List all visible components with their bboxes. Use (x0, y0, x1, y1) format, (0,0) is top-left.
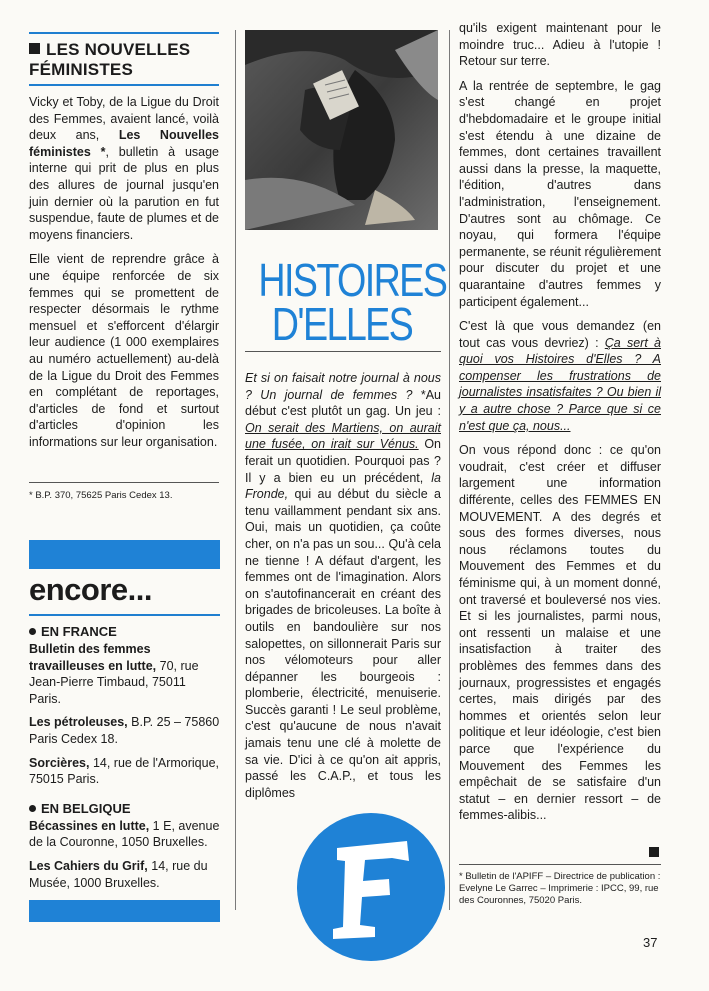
paragraph-1: A la rentrée de septembre, le gag s'est changé en projet d'hebdomadaire et le groupe initial s'est étendu à une dizaine de femmes, dont certaines travaillent aussi dans la presse, la maquette, l'édition, d'autres dans l'administration, l'enseignement. D'autres sont au chômage. Ce noyau, qui formera l'équipe permanente, se réunit régulièrement pour discuter du projet et une quarantaine d'autres femmes y participent également... (459, 78, 661, 309)
f-logo-emblem (297, 813, 445, 961)
listing-item: Bulletin des femmes travailleuses en lutte, 70, rue Jean-Pierre Timbaud, 75011 Paris. (29, 642, 199, 706)
heading-en-france: EN FRANCE (29, 623, 221, 640)
paragraph-1: Vicky et Toby, de la Ligue du Droit des Femmes, avaient lancé, voilà deux ans, Les Nouvelles féministes *, bulletin à usage interne qui prit de plus en plus des allures de journal jusqu'en juin dernier où la parution en fut suspendue, faute de plumes et de moyens financiers. (29, 95, 219, 242)
bullet-dot-icon (29, 805, 36, 812)
title-underline-rule (29, 84, 219, 86)
paragraph-3: On vous répond donc : ce qu'on voudrait, c'est créer et diffuser largement une information différente, celles des FEMMES EN MOUVEMENT. A des degrés et sous des formes diverses, nous nous réclamons toutes du Mouvement des Femmes et du féminisme qui, à un moment donné, ont traversé et bouleversé nos vies. Et si les journalistes, parmi nous, ont ressenti un malaise et une insatisfaction à traiter des problèmes des femmes dans des journaux, progressistes et engagés certes, mais dirigés par des hommes et orientés selon leur politique et leur idéologie, c'est bien parce que l'expérience du Mouvement des Femmes les empêchait de se satisfaire d'un statut – en dernier ressort – de femmes-alibis... (459, 443, 661, 823)
paragraph-0: qu'ils exigent maintenant pour le moindre truc... Adieu à l'utopie ! Retour sur terre. (459, 21, 661, 69)
footnote-rule-right (459, 864, 661, 865)
bullet-dot-icon (29, 628, 36, 635)
column-separator-right (449, 30, 450, 910)
heading-en-belgique: EN BELGIQUE (29, 800, 221, 817)
listing-item: Les Cahiers du Grif, 14, rue du Musée, 1000 Bruxelles. (29, 858, 208, 890)
listing-item: Sorcières, 14, rue de l'Armorique, 75015 Paris. (29, 755, 220, 787)
footnote-right: * Bulletin de l'APIFF – Directrice de publication : Evelyne Le Garrec – Imprimerie : IPCC, 99, rue des Couronnes, 75020 Paris. (459, 871, 661, 906)
paragraph-2: C'est là que vous demandez (en tout cas vous devriez) : Ça sert à quoi vos Histoires d'Elles ? A compenser les frustrations de journalistes insatisfaites ? Ou bien il y a autre chose ? Parce que si ce n'est que ça, nous... (459, 319, 661, 433)
encore-banner (29, 540, 220, 569)
photo-women-reading (245, 30, 438, 230)
page-number: 37 (643, 935, 658, 950)
encore-title: encore... (29, 572, 152, 607)
article-continuation (459, 20, 661, 832)
article-nouvelles-feministes (29, 94, 219, 458)
footnote-left: * B.P. 370, 75625 Paris Cedex 13. (29, 490, 173, 501)
footnote-rule (29, 482, 219, 483)
article-histoires-d-elles (245, 370, 441, 809)
square-bullet-icon (29, 43, 40, 54)
column-separator-left (235, 30, 236, 910)
section-title-nouvelles-feministes: LES NOUVELLES FÉMINISTES (29, 40, 191, 79)
end-of-article-square-icon (649, 847, 659, 857)
logo-underline (245, 351, 441, 352)
bottom-blue-bar (29, 900, 220, 922)
listing-item: Bécassines en lutte, 1 E, avenue de la Couronne, 1050 Bruxelles. (29, 818, 220, 850)
encore-listing (29, 623, 221, 898)
paragraph-main: Et si on faisait notre journal à nous ? Un journal de femmes ? *Au début c'est plutôt un gag. Un jeu : On serait des Martiens, on aurait une fusée, on irait sur Vénus. On ferait un quotidien. Pourquoi pas ? Il y a bien eu un précédent, la Fronde, qui au début du siècle a tenu vaillamment pendant six ans. Oui, mais un quotidien, ça coûte cher, on n'a pas un sou... Qu'à cela ne tienne ! A défaut d'argent, les femmes ont de l'imagination. Alors on s'autofinancerait en créant des brigades de bricoleuses. La boîte à outils en bandoulière sur nos salopettes, on sillonnerait Paris sur nos vélomoteurs pour aller dépanner les bourgeois : plomberie, électricité, menuiserie. Succès garanti ! Le seul problème, c'est qu'aucune de nous n'avait jamais tenu une clé à molette de sa vie. D'ici à ce qu'on ait appris, passé les C.A.P., et tous les diplômes (245, 371, 441, 800)
listing-item: Les pétroleuses, B.P. 25 – 75860 Paris Cedex 18. (29, 715, 220, 746)
top-rule-left (29, 32, 219, 34)
histoires-d-elles-logo: HISTOIRES D'ELLES (258, 254, 447, 350)
encore-underline (29, 614, 220, 616)
paragraph-2: Elle vient de reprendre grâce à une équipe renforcée de six femmes qui se promettent de respecter désormais le rythme mensuel et s'efforcent d'élargir leur audience (1 000 exemplaires au numéro actuellement) au-delà de la Ligue du Droit des Femmes en complétant de reportages, d'articles de fond et surtout d'articles d'opinion les informations sur leur organisation. (29, 252, 219, 449)
